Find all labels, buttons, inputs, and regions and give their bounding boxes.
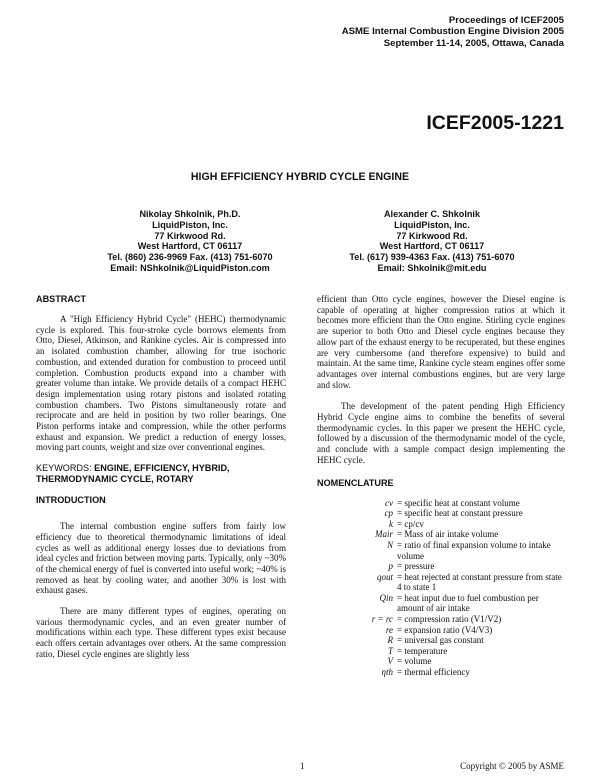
- author-city: West Hartford, CT 06117: [379, 241, 485, 252]
- nomenclature-heading: NOMENCLATURE: [317, 477, 394, 488]
- nomenclature-symbol: r = rc: [371, 614, 393, 625]
- introduction-para-2: There are many different types of engines, operating on various thermodynamic cycles, and an even greater number of modifications within each type. These different types exist because each offers certain advantages over others. At the same compression ratio, Diesel cycle engines are slightly less: [36, 606, 286, 659]
- abstract-heading: ABSTRACT: [36, 294, 87, 304]
- nomenclature-symbol: N: [386, 539, 393, 550]
- author-email: Email: Shkolnik@mit.edu: [377, 262, 487, 273]
- nomenclature-definition: = expansion ratio (V4/V3): [397, 625, 567, 636]
- author-name: Alexander C. Shkolnik: [383, 209, 481, 219]
- nomenclature-symbol: p: [388, 561, 393, 572]
- copyright-notice: Copyright © 2005 by ASME: [460, 761, 564, 771]
- nomenclature-definition: = specific heat at constant pressure: [397, 508, 567, 519]
- page-number: 1: [300, 761, 305, 771]
- author-street: 77 Kirkwood Rd.: [154, 230, 226, 241]
- introduction-heading: INTRODUCTION: [36, 495, 106, 506]
- nomenclature-definition: = pressure: [397, 561, 567, 572]
- proceedings-line: September 11-14, 2005, Ottawa, Canada: [383, 37, 564, 49]
- nomenclature-definition: = compression ratio (V1/V2): [397, 614, 567, 625]
- author-tel: Tel. (617) 939-4363 Fax. (413) 751-6070: [349, 252, 515, 263]
- nomenclature-symbol: V: [387, 656, 393, 667]
- author-block-1: [80, 209, 300, 274]
- introduction-para-1: The internal combustion engine suffers from fairly low efficiency due to theoretical thermodynamic limitations of ideal cycles as well as additional energy losses due to deviations from ideal cycles and friction between moving parts. Typically, only ~30% of the chemical energy of fuel is converted into useful work; ~40% is removed as heat by cooling water, and another 30% is lost with exhaust gases.: [36, 521, 286, 596]
- nomenclature-definition: = ratio of final expansion volume to intake volume: [397, 540, 567, 561]
- proceedings-header: [342, 15, 564, 49]
- right-column: [317, 294, 565, 678]
- nomenclature-symbol: T: [387, 645, 393, 656]
- nomenclature-symbol: re: [385, 624, 393, 635]
- nomenclature-definition: = temperature: [397, 646, 567, 657]
- author-org: LiquidPiston, Inc.: [152, 219, 228, 230]
- nomenclature-definition: = Mass of air intake volume: [397, 529, 567, 540]
- nomenclature-definition: = cp/cv: [397, 519, 567, 530]
- nomenclature-symbol: k: [389, 518, 393, 529]
- nomenclature-definition: = volume: [397, 656, 567, 667]
- keywords: [36, 463, 286, 485]
- nomenclature-definition: = heat rejected at constant pressure from state 4 to state 1: [397, 572, 567, 593]
- nomenclature-definition: = universal gas constant: [397, 635, 567, 646]
- proceedings-line: ASME Internal Combustion Engine Division 2005: [341, 26, 564, 38]
- nomenclature-symbol: Qin: [379, 592, 393, 603]
- proceedings-line: Proceedings of ICEF2005: [448, 15, 564, 26]
- author-block-2: [322, 209, 542, 274]
- keywords-text: ENGINE, EFFICIENCY, HYBRID, THERMODYNAMIC CYCLE, ROTARY: [36, 463, 230, 485]
- paper-id: ICEF2005-1221: [426, 112, 564, 134]
- nomenclature-symbol: cp: [384, 508, 393, 519]
- nomenclature-symbol: qout: [376, 571, 393, 582]
- paper-title: HIGH EFFICIENCY HYBRID CYCLE ENGINE: [190, 171, 410, 183]
- nomenclature-definition: = heat input due to fuel combustion per amount of air intake: [397, 593, 567, 614]
- author-org: LiquidPiston, Inc.: [394, 219, 470, 230]
- nomenclature-symbol: Mair: [375, 529, 393, 540]
- intro-continuation: efficient than Otto cycle engines, however the Diesel engine is capable of operating at higher compression ratios at which it becomes more efficient than the Otto engine. Stirling cycle engines are superior to both Otto and Diesel cycle engines because they allow part of the exhaust energy to be recuperated, but these engines are very cumbersome (and therefore expensive) to build and maintain. At the same time, Rankine cycle steam engines offer some advantages over internal combustions engines, but are very large and slow.: [317, 294, 565, 390]
- development-para: The development of the patent pending High Efficiency Hybrid Cycle engine aims to combine the benefits of several thermodynamic cycles. In this paper we present the HEHC cycle, followed by a discussion of the thermodynamic model of the cycle, and conclude with a sample compact design implementing the HEHC cycle.: [317, 401, 565, 465]
- author-email: Email: NShkolnik@LiquidPiston.com: [110, 262, 270, 273]
- nomenclature-symbol: ηth: [381, 667, 393, 678]
- left-column: [36, 294, 286, 660]
- keywords-label: KEYWORDS:: [36, 463, 92, 474]
- abstract-text: A "High Efficiency Hybrid Cycle" (HEHC) thermodynamic cycle is explored. This four-stroke cycle borrows elements from Otto, Diesel, Atkinson, and Rankine cycles. Air is compressed into an isolated combustion chamber, allowing for true isochoric combustion, and extended duration for combustion to proceed until completion. Combustion products expand into a chamber with greater volume than intake. We provide details of a compact HEHC design implementation using rotary pistons and isolated rotating combustion chambers. Two Pistons simultaneously rotate and reciprocate and are held in position by two roller bearings. One Piston performs intake and compression, while the other performs exhaust and expansion. We predict a reduction of energy losses, moving part counts, weight and size over conventional engines.: [36, 314, 286, 453]
- author-city: West Hartford, CT 06117: [137, 241, 243, 252]
- nomenclature-symbol: cv: [385, 497, 393, 508]
- nomenclature-definition: = specific heat at constant volume: [397, 498, 567, 509]
- nomenclature-definition: = thermal efficiency: [397, 667, 567, 678]
- nomenclature-list: [329, 498, 565, 678]
- author-tel: Tel. (860) 236-9969 Fax. (413) 751-6070: [107, 252, 273, 263]
- author-street: 77 Kirkwood Rd.: [396, 230, 468, 241]
- author-name: Nikolay Shkolnik, Ph.D.: [139, 209, 241, 219]
- nomenclature-symbol: R: [387, 635, 393, 646]
